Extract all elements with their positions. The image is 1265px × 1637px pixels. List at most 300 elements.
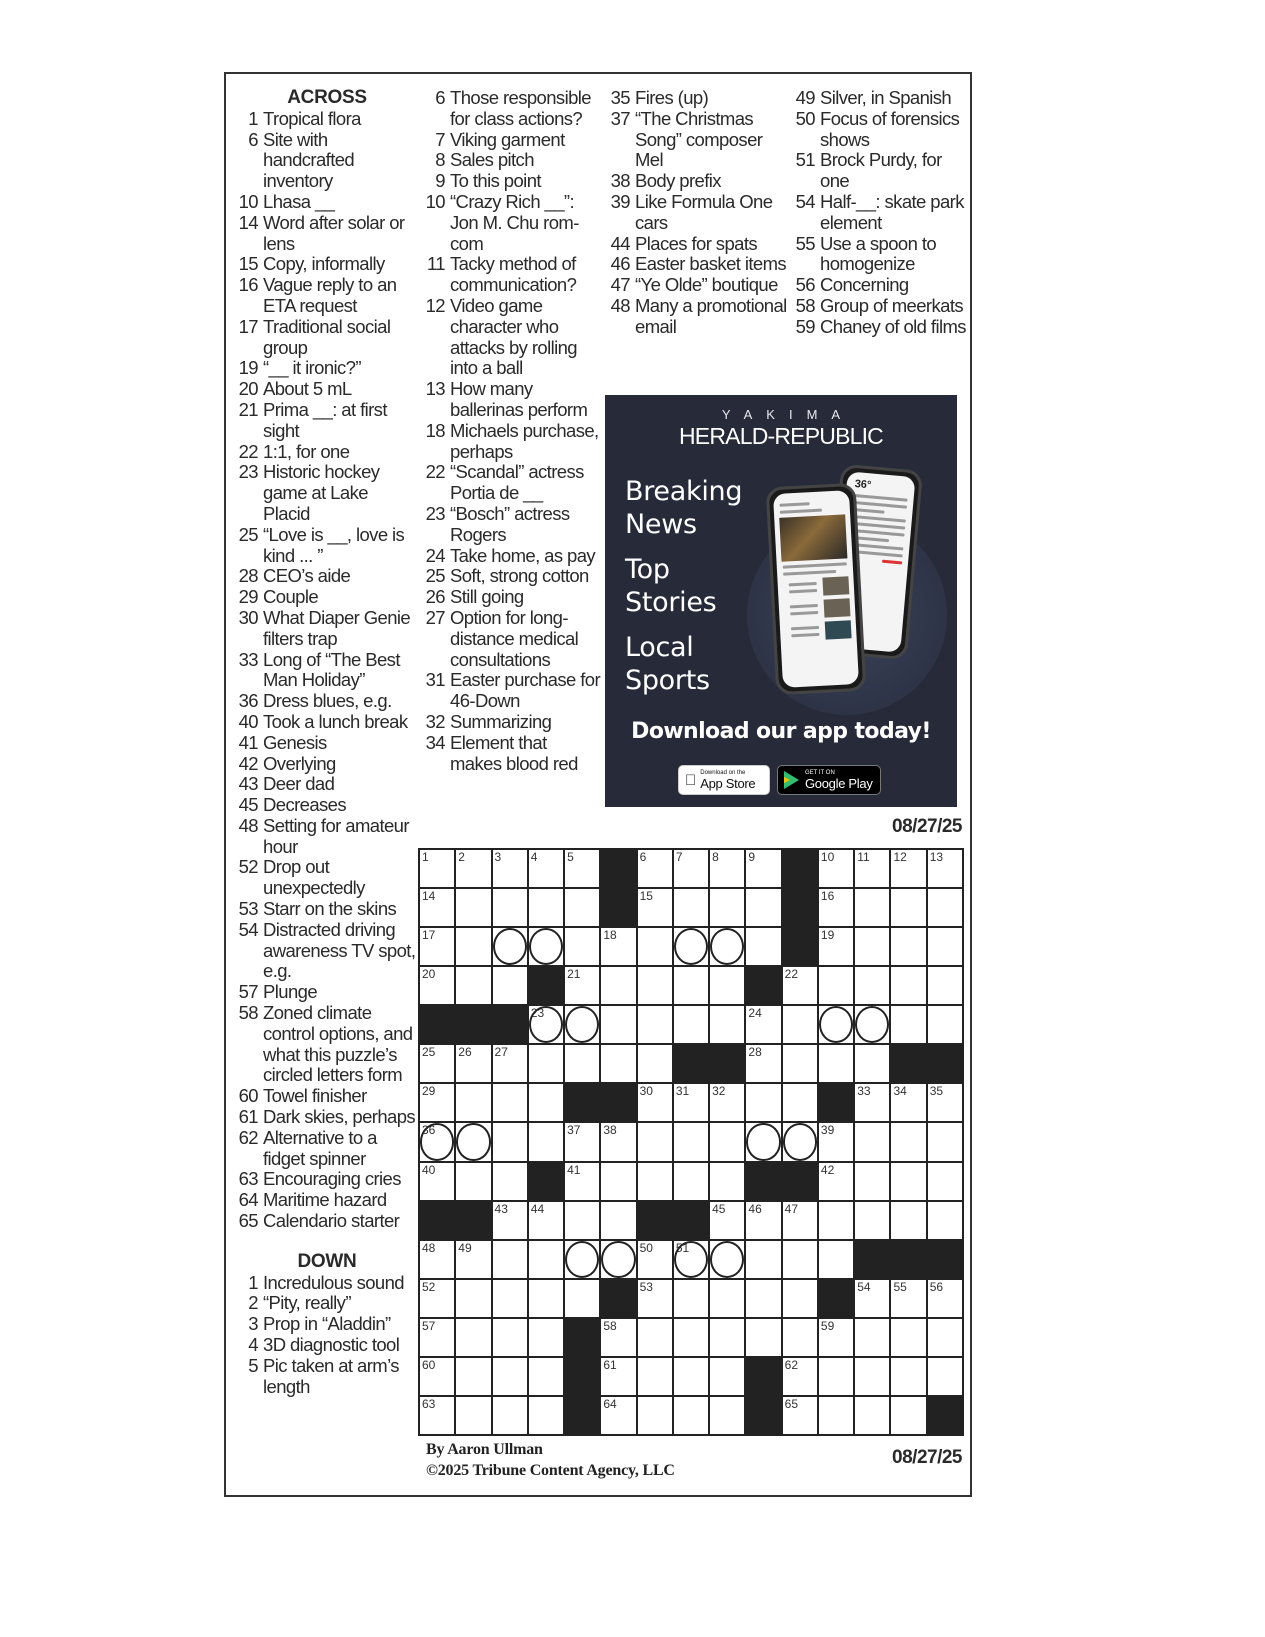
grid-cell[interactable] <box>493 1241 527 1278</box>
grid-cell[interactable] <box>420 1163 454 1200</box>
grid-cell[interactable] <box>891 1319 925 1356</box>
down-clue-58[interactable] <box>792 296 967 317</box>
grid-cell[interactable] <box>420 1358 454 1395</box>
grid-cell[interactable] <box>710 967 744 1004</box>
down-clue-5[interactable] <box>236 1356 418 1398</box>
grid-cell[interactable] <box>710 1358 744 1395</box>
grid-cell[interactable] <box>746 889 780 926</box>
grid-cell[interactable] <box>420 1123 454 1160</box>
grid-cell[interactable] <box>456 1084 490 1121</box>
clue-number: 62 <box>238 1126 258 1148</box>
across-clue-64[interactable] <box>236 1190 418 1211</box>
grid-cell[interactable] <box>529 1280 563 1317</box>
grid-cell[interactable] <box>601 1163 635 1200</box>
down-clue-54[interactable] <box>792 192 967 234</box>
grid-cell[interactable] <box>456 1397 490 1434</box>
grid-cell[interactable] <box>638 967 672 1004</box>
grid-cell[interactable] <box>565 1006 599 1043</box>
grid-cell[interactable] <box>891 1123 925 1160</box>
grid-cell[interactable] <box>565 1241 599 1278</box>
down-clue-35[interactable] <box>607 88 789 109</box>
grid-cell[interactable] <box>601 1202 635 1239</box>
grid-cell[interactable] <box>638 1163 672 1200</box>
grid-cell[interactable] <box>565 967 599 1004</box>
grid-cell[interactable] <box>420 1319 454 1356</box>
across-clue-16[interactable] <box>236 275 418 317</box>
grid-cell[interactable] <box>710 1006 744 1043</box>
grid-cell[interactable] <box>529 1084 563 1121</box>
clue-number: 55 <box>795 232 815 254</box>
grid-cell[interactable] <box>855 1123 889 1160</box>
grid-cell[interactable] <box>565 889 599 926</box>
down-clue-9[interactable] <box>422 171 602 192</box>
clue-number: 28 <box>238 565 258 587</box>
crossword-grid[interactable] <box>418 848 964 1436</box>
grid-cell[interactable] <box>819 1397 853 1434</box>
grid-cell[interactable] <box>493 1084 527 1121</box>
grid-cell[interactable] <box>565 928 599 965</box>
grid-cell[interactable] <box>819 850 853 887</box>
down-clue-27[interactable] <box>422 608 602 670</box>
across-clue-42[interactable] <box>236 754 418 775</box>
google-play-button[interactable] <box>777 765 881 795</box>
across-clue-21[interactable] <box>236 400 418 442</box>
grid-cell[interactable] <box>674 1123 708 1160</box>
down-clue-47[interactable] <box>607 275 789 296</box>
grid-cell[interactable] <box>420 1397 454 1434</box>
grid-cell[interactable] <box>638 1319 672 1356</box>
grid-cell[interactable] <box>456 967 490 1004</box>
app-store-button[interactable] <box>678 765 770 795</box>
clue-number: 61 <box>238 1106 258 1128</box>
grid-cell[interactable] <box>855 1397 889 1434</box>
grid-cell[interactable] <box>783 1084 817 1121</box>
grid-cell[interactable] <box>601 1045 635 1082</box>
grid-cell[interactable] <box>928 1280 962 1317</box>
across-clue-58[interactable] <box>236 1003 418 1086</box>
clue-text: What Diaper Genie filters trap <box>263 606 411 649</box>
across-clue-33[interactable] <box>236 650 418 692</box>
across-clue-63[interactable] <box>236 1169 418 1190</box>
grid-cell[interactable] <box>456 889 490 926</box>
grid-cell[interactable] <box>601 1123 635 1160</box>
grid-cell[interactable] <box>746 850 780 887</box>
clue-number: 22 <box>425 461 445 483</box>
grid-cell[interactable] <box>420 850 454 887</box>
down-clue-38[interactable] <box>607 171 789 192</box>
across-clue-6[interactable] <box>236 130 418 192</box>
across-clue-40[interactable] <box>236 712 418 733</box>
grid-cell[interactable] <box>456 1241 490 1278</box>
grid-cell[interactable] <box>783 1397 817 1434</box>
grid-cell[interactable] <box>638 1358 672 1395</box>
grid-cell[interactable] <box>710 1319 744 1356</box>
down-clue-24[interactable] <box>422 546 602 567</box>
grid-cell[interactable] <box>891 889 925 926</box>
grid-cell[interactable] <box>456 1123 490 1160</box>
down-clue-59[interactable] <box>792 317 967 338</box>
down-clue-3[interactable] <box>236 1314 418 1335</box>
grid-cell[interactable] <box>529 1045 563 1082</box>
grid-cell[interactable] <box>710 1202 744 1239</box>
app-advertisement[interactable] <box>605 395 957 807</box>
grid-cell[interactable] <box>493 1319 527 1356</box>
grid-cell[interactable] <box>819 928 853 965</box>
grid-cell[interactable] <box>855 1202 889 1239</box>
grid-cell[interactable] <box>855 967 889 1004</box>
grid-cell[interactable] <box>601 1397 635 1434</box>
grid-cell[interactable] <box>710 1280 744 1317</box>
grid-cell[interactable] <box>638 1397 672 1434</box>
down-clue-50[interactable] <box>792 109 967 151</box>
grid-cell[interactable] <box>529 1358 563 1395</box>
grid-cell[interactable] <box>638 850 672 887</box>
grid-cell[interactable] <box>928 1006 962 1043</box>
grid-cell[interactable] <box>783 1319 817 1356</box>
grid-cell[interactable] <box>420 1084 454 1121</box>
clue-text: Drop out unexpectedly <box>263 856 365 899</box>
grid-cell[interactable] <box>674 1241 708 1278</box>
grid-cell[interactable] <box>928 928 962 965</box>
down-clue-32[interactable] <box>422 712 602 733</box>
grid-cell[interactable] <box>710 1163 744 1200</box>
grid-cell[interactable] <box>493 1163 527 1200</box>
across-clue-23[interactable] <box>236 462 418 524</box>
grid-cell[interactable] <box>710 1123 744 1160</box>
down-clue-10[interactable] <box>422 192 602 254</box>
across-clue-41[interactable] <box>236 733 418 754</box>
grid-cell[interactable] <box>855 1045 889 1082</box>
grid-cell[interactable] <box>891 1358 925 1395</box>
across-clue-15[interactable] <box>236 254 418 275</box>
across-clue-22[interactable] <box>236 442 418 463</box>
ad-headline-top-stories <box>625 553 735 619</box>
grid-cell[interactable] <box>819 1163 853 1200</box>
across-clue-65[interactable] <box>236 1211 418 1232</box>
grid-cell[interactable] <box>783 1045 817 1082</box>
grid-cell[interactable] <box>819 1358 853 1395</box>
grid-cell[interactable] <box>420 967 454 1004</box>
down-clue-46[interactable] <box>607 254 789 275</box>
grid-cell[interactable] <box>928 850 962 887</box>
across-clue-54[interactable] <box>236 920 418 982</box>
down-clue-26[interactable] <box>422 587 602 608</box>
grid-cell[interactable] <box>529 1123 563 1160</box>
grid-cell[interactable] <box>783 1241 817 1278</box>
grid-cell[interactable] <box>746 1084 780 1121</box>
cell-number: 2 <box>458 850 465 864</box>
cell-number: 39 <box>820 1123 835 1138</box>
grid-cell[interactable] <box>819 1045 853 1082</box>
grid-cell[interactable] <box>638 1006 672 1043</box>
grid-cell[interactable] <box>783 1358 817 1395</box>
grid-cell[interactable] <box>819 889 853 926</box>
grid-cell[interactable] <box>891 1006 925 1043</box>
cell-number: 12 <box>893 850 907 864</box>
grid-cell[interactable] <box>710 889 744 926</box>
clue-number: 49 <box>795 87 815 108</box>
across-clue-36[interactable] <box>236 691 418 712</box>
grid-cell[interactable] <box>493 967 527 1004</box>
grid-cell[interactable] <box>891 1084 925 1121</box>
across-clue-48[interactable] <box>236 816 418 858</box>
grid-cell[interactable] <box>891 967 925 1004</box>
grid-cell[interactable] <box>529 850 563 887</box>
grid-cell[interactable] <box>891 1163 925 1200</box>
grid-cell[interactable] <box>529 1202 563 1239</box>
down-clue-7[interactable] <box>422 130 602 151</box>
grid-cell[interactable] <box>855 1084 889 1121</box>
grid-cell[interactable] <box>674 1358 708 1395</box>
down-clue-12[interactable] <box>422 296 602 379</box>
grid-cell[interactable] <box>565 1280 599 1317</box>
grid-cell[interactable] <box>674 928 708 965</box>
grid-cell[interactable] <box>783 967 817 1004</box>
grid-cell[interactable] <box>638 1241 672 1278</box>
clue-column-3 <box>607 88 789 338</box>
across-clue-20[interactable] <box>236 379 418 400</box>
grid-cell[interactable] <box>529 889 563 926</box>
grid-cell[interactable] <box>420 1280 454 1317</box>
grid-cell[interactable] <box>674 1280 708 1317</box>
clue-number: 8 <box>435 149 445 171</box>
grid-cell[interactable] <box>783 1123 817 1160</box>
grid-cell[interactable] <box>601 1319 635 1356</box>
down-clue-31[interactable] <box>422 670 602 712</box>
clue-text: Brock Purdy, for one <box>820 149 942 192</box>
across-clue-28[interactable] <box>236 566 418 587</box>
clue-text: Soft, strong cotton <box>450 565 589 587</box>
grid-cell[interactable] <box>493 928 527 965</box>
grid-cell[interactable] <box>674 1006 708 1043</box>
down-clue-39[interactable] <box>607 192 789 234</box>
grid-cell[interactable] <box>746 1319 780 1356</box>
grid-cell[interactable] <box>928 1123 962 1160</box>
grid-cell[interactable] <box>456 1358 490 1395</box>
grid-cell[interactable] <box>493 1280 527 1317</box>
grid-cell[interactable] <box>638 889 672 926</box>
black-square <box>529 967 563 1004</box>
down-clue-18[interactable] <box>422 421 602 463</box>
down-clue-23[interactable] <box>422 504 602 546</box>
grid-cell[interactable] <box>456 1319 490 1356</box>
grid-cell[interactable] <box>710 1397 744 1434</box>
down-clue-22[interactable] <box>422 462 602 504</box>
grid-cell[interactable] <box>928 1084 962 1121</box>
clue-text: Incredulous sound <box>263 1271 404 1293</box>
grid-cell[interactable] <box>456 850 490 887</box>
grid-cell[interactable] <box>638 1123 672 1160</box>
grid-cell[interactable] <box>855 850 889 887</box>
across-clue-45[interactable] <box>236 795 418 816</box>
grid-cell[interactable] <box>746 1006 780 1043</box>
grid-cell[interactable] <box>891 1397 925 1434</box>
grid-cell[interactable] <box>746 928 780 965</box>
grid-cell[interactable] <box>674 1397 708 1434</box>
clue-number: 14 <box>238 211 258 233</box>
grid-cell[interactable] <box>420 928 454 965</box>
across-clue-19[interactable] <box>236 358 418 379</box>
down-clue-8[interactable] <box>422 150 602 171</box>
grid-cell[interactable] <box>601 1358 635 1395</box>
down-clue-34[interactable] <box>422 733 602 775</box>
across-clue-29[interactable] <box>236 587 418 608</box>
grid-cell[interactable] <box>819 1202 853 1239</box>
grid-cell[interactable] <box>638 1084 672 1121</box>
down-clue-51[interactable] <box>792 150 967 192</box>
grid-cell[interactable] <box>855 1006 889 1043</box>
grid-cell[interactable] <box>928 1319 962 1356</box>
grid-cell[interactable] <box>565 850 599 887</box>
grid-cell[interactable] <box>456 1045 490 1082</box>
clue-text: Use a spoon to homogenize <box>820 232 937 275</box>
grid-cell[interactable] <box>891 850 925 887</box>
grid-cell[interactable] <box>783 1202 817 1239</box>
down-clue-37[interactable] <box>607 109 789 171</box>
grid-cell[interactable] <box>565 1045 599 1082</box>
grid-cell[interactable] <box>746 1045 780 1082</box>
down-clue-2[interactable] <box>236 1293 418 1314</box>
grid-cell[interactable] <box>819 1241 853 1278</box>
down-clue-4[interactable] <box>236 1335 418 1356</box>
grid-cell[interactable] <box>710 1241 744 1278</box>
grid-cell[interactable] <box>493 1358 527 1395</box>
grid-cell[interactable] <box>674 1163 708 1200</box>
grid-cell[interactable] <box>783 1280 817 1317</box>
down-clue-48[interactable] <box>607 296 789 338</box>
grid-cell[interactable] <box>891 928 925 965</box>
grid-cell[interactable] <box>601 1006 635 1043</box>
down-clue-56[interactable] <box>792 275 967 296</box>
grid-cell[interactable] <box>601 1241 635 1278</box>
grid-cell[interactable] <box>855 928 889 965</box>
grid-cell[interactable] <box>601 928 635 965</box>
grid-cell[interactable] <box>819 1123 853 1160</box>
grid-cell[interactable] <box>928 1202 962 1239</box>
grid-cell[interactable] <box>710 1084 744 1121</box>
grid-cell[interactable] <box>746 1202 780 1239</box>
grid-cell[interactable] <box>928 967 962 1004</box>
grid-cell[interactable] <box>638 1280 672 1317</box>
grid-cell[interactable] <box>674 1319 708 1356</box>
grid-cell[interactable] <box>638 1045 672 1082</box>
grid-cell[interactable] <box>493 889 527 926</box>
grid-cell[interactable] <box>928 889 962 926</box>
across-clue-43[interactable] <box>236 774 418 795</box>
across-clue-14[interactable] <box>236 213 418 255</box>
grid-cell[interactable] <box>420 1045 454 1082</box>
across-clue-57[interactable] <box>236 982 418 1003</box>
grid-cell[interactable] <box>529 1241 563 1278</box>
grid-cell[interactable] <box>819 967 853 1004</box>
grid-cell[interactable] <box>493 1045 527 1082</box>
grid-cell[interactable] <box>783 1006 817 1043</box>
grid-cell[interactable] <box>674 1084 708 1121</box>
down-clue-55[interactable] <box>792 234 967 276</box>
across-clue-53[interactable] <box>236 899 418 920</box>
clue-number: 37 <box>610 107 630 129</box>
grid-cell[interactable] <box>855 1163 889 1200</box>
down-clue-1[interactable] <box>236 1273 418 1294</box>
clue-number: 5 <box>248 1354 258 1376</box>
across-clue-52[interactable] <box>236 857 418 899</box>
across-clue-25[interactable] <box>236 525 418 567</box>
circle-marker-icon <box>710 1241 744 1278</box>
clue-number: 25 <box>238 523 258 545</box>
down-clue-49[interactable] <box>792 88 967 109</box>
grid-cell[interactable] <box>674 850 708 887</box>
grid-cell[interactable] <box>710 850 744 887</box>
circle-marker-icon <box>565 1241 599 1278</box>
grid-cell[interactable] <box>891 1202 925 1239</box>
across-clue-1[interactable] <box>236 109 418 130</box>
clue-text: Like Formula One cars <box>635 190 773 233</box>
grid-cell[interactable] <box>456 1163 490 1200</box>
grid-cell[interactable] <box>855 1280 889 1317</box>
cell-number: 19 <box>820 928 835 943</box>
clue-text: “Crazy Rich __”: Jon M. Chu rom-com <box>450 190 579 254</box>
grid-cell[interactable] <box>529 1397 563 1434</box>
clue-number: 53 <box>238 898 258 920</box>
grid-cell[interactable] <box>456 928 490 965</box>
grid-cell[interactable] <box>456 1280 490 1317</box>
across-clue-17[interactable] <box>236 317 418 359</box>
grid-cell[interactable] <box>746 1280 780 1317</box>
across-clue-60[interactable] <box>236 1086 418 1107</box>
clue-number: 18 <box>425 419 445 441</box>
grid-cell[interactable] <box>855 889 889 926</box>
grid-cell[interactable] <box>710 928 744 965</box>
across-clue-62[interactable] <box>236 1128 418 1170</box>
grid-cell[interactable] <box>819 1006 853 1043</box>
grid-cell[interactable] <box>891 1280 925 1317</box>
grid-cell[interactable] <box>420 1241 454 1278</box>
grid-cell[interactable] <box>420 889 454 926</box>
grid-cell[interactable] <box>529 928 563 965</box>
down-clue-44[interactable] <box>607 234 789 255</box>
grid-cell[interactable] <box>493 1202 527 1239</box>
down-clue-13[interactable] <box>422 379 602 421</box>
grid-cell[interactable] <box>493 1123 527 1160</box>
grid-cell[interactable] <box>928 1163 962 1200</box>
grid-cell[interactable] <box>529 1006 563 1043</box>
grid-cell[interactable] <box>746 1241 780 1278</box>
grid-cell[interactable] <box>674 967 708 1004</box>
across-clue-61[interactable] <box>236 1107 418 1128</box>
grid-cell[interactable] <box>674 889 708 926</box>
grid-cell[interactable] <box>565 1123 599 1160</box>
grid-cell[interactable] <box>529 1319 563 1356</box>
down-clue-25[interactable] <box>422 566 602 587</box>
grid-cell[interactable] <box>638 928 672 965</box>
down-clue-6[interactable] <box>422 88 602 130</box>
clue-number: 51 <box>795 149 815 171</box>
grid-cell[interactable] <box>493 1397 527 1434</box>
grid-cell[interactable] <box>601 967 635 1004</box>
grid-cell[interactable] <box>565 1163 599 1200</box>
grid-cell[interactable] <box>565 1202 599 1239</box>
across-clue-10[interactable] <box>236 192 418 213</box>
grid-cell[interactable] <box>746 1123 780 1160</box>
grid-cell[interactable] <box>493 850 527 887</box>
grid-cell[interactable] <box>855 1358 889 1395</box>
grid-cell[interactable] <box>819 1319 853 1356</box>
clue-text: CEO’s aide <box>263 565 351 587</box>
grid-cell[interactable] <box>928 1358 962 1395</box>
across-clue-30[interactable] <box>236 608 418 650</box>
down-clue-11[interactable] <box>422 254 602 296</box>
grid-cell[interactable] <box>855 1319 889 1356</box>
